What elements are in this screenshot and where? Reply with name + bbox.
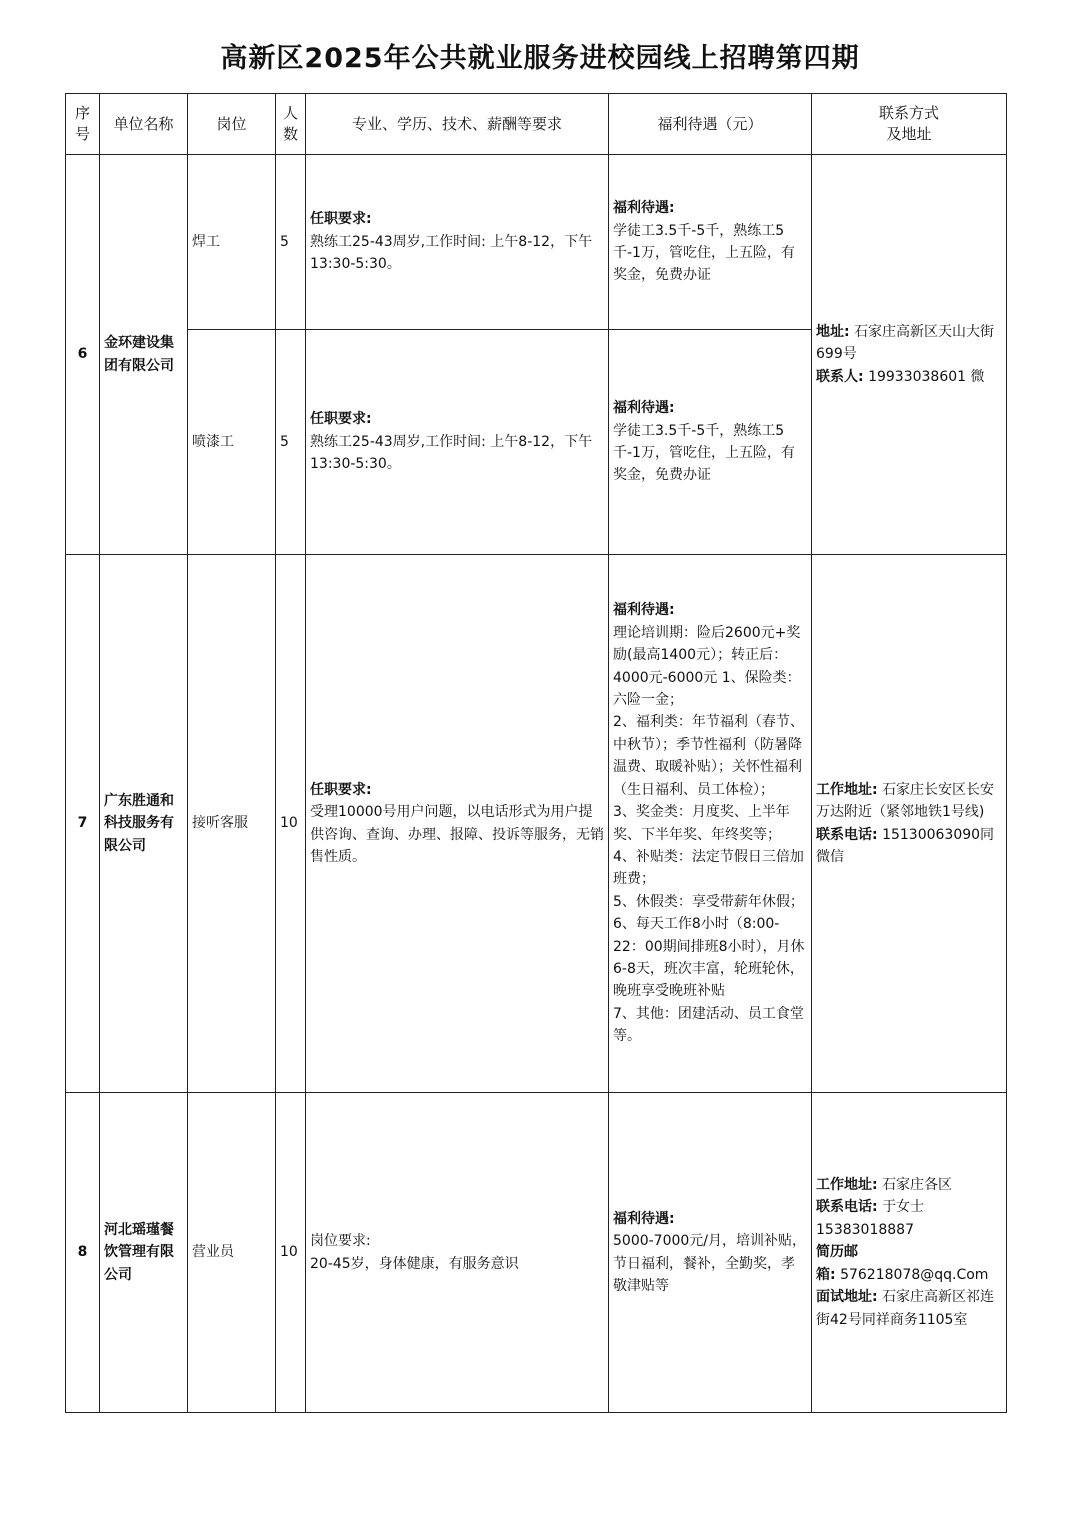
count-cell: 5 [276, 155, 306, 330]
contact-label: 工作地址: [816, 1177, 878, 1194]
contact-text: 石家庄高新区祁连街42号同祥商务1105室 [816, 1289, 995, 1328]
position-cell: 营业员 [188, 1093, 276, 1413]
seq-cell: 6 [66, 155, 100, 555]
company-cell: 河北瑶瑾餐饮管理有限公司 [100, 1093, 188, 1413]
benefits-cell [609, 555, 812, 1093]
contact-label: 面试地址: [816, 1289, 878, 1306]
requirements-cell [306, 330, 609, 555]
benefits-text: 学徒工3.5千-5千，熟练工5千-1万，管吃住，上五险，有奖金，免费办证 [613, 222, 795, 284]
seq-cell: 8 [66, 1093, 100, 1413]
contact-label: 联系电话: [816, 1199, 878, 1216]
contact-label: 工作地址: [816, 781, 878, 798]
table-row [66, 155, 1007, 330]
seq-cell: 7 [66, 555, 100, 1093]
contact-label: 简历邮箱: [816, 1244, 858, 1283]
contact-cell [812, 1093, 1007, 1413]
contact-cell [812, 155, 1007, 555]
requirements-text: 熟练工25-43周岁,工作时间: 上午8-12，下午13:30-5:30。 [310, 433, 593, 473]
benefits-text: 5000-7000元/月，培训补贴，节日福利，餐补，全勤奖，孝敬津贴等 [613, 1233, 807, 1294]
header-seq: 序号 [66, 94, 100, 155]
contact-label: 联系电话: [816, 826, 878, 843]
requirements-text: 熟练工25-43周岁,工作时间: 上午8-12，下午13:30-5:30。 [310, 233, 593, 273]
position-cell: 接听客服 [188, 555, 276, 1093]
requirements-label: 任职要求: [310, 781, 372, 798]
benefits-label: 福利待遇: [613, 200, 675, 217]
requirements-cell [306, 155, 609, 330]
header-row [66, 94, 1007, 155]
benefits-label: 福利待遇: [613, 400, 675, 417]
requirements-cell [306, 1093, 609, 1413]
contact-label: 地址: [816, 323, 850, 340]
company-cell: 金环建设集团有限公司 [100, 155, 188, 555]
benefits-cell [609, 155, 812, 330]
recruitment-table [65, 93, 1007, 1413]
requirements-label: 任职要求: [310, 211, 372, 228]
benefits-text: 理论培训期：险后2600元+奖励(最高1400元）；转正后：4000元-6000元 1、保险类：六险一金； 2、福利类：年节福利（春节、中秋节）；季节性福利（防暑降温费、取暖补贴）；关怀性福利（生日福利、员工体检）； 3、奖金类：月度奖、上半年奖、下半年奖、年终奖等； 4、补贴类：法定节假日三倍加班费； 5、休假类：享受带薪年休假； 6、每天工作8小时（8:00-22：00期间排班8小时），月休6-8天，班次丰富，轮班轮休，晚班享受晚班补贴 7、其他：团建活动、员工食堂等。 [613, 624, 805, 1045]
benefits-label: 福利待遇: [613, 1210, 675, 1227]
contact-label: 联系人: [816, 368, 864, 385]
contact-text: 15130063090同微信 [816, 826, 995, 865]
table-row [66, 555, 1007, 1093]
benefits-text: 学徒工3.5千-5千，熟练工5千-1万，管吃住，上五险，有奖金，免费办证 [613, 422, 795, 484]
table-row [66, 1093, 1007, 1413]
benefits-cell [609, 1093, 812, 1413]
requirements-label: 岗位要求: [310, 1233, 371, 1250]
header-company: 单位名称 [100, 94, 188, 155]
company-cell: 广东胜通和科技服务有限公司 [100, 555, 188, 1093]
header-count: 人数 [276, 94, 306, 155]
header-benefits: 福利待遇（元） [609, 94, 812, 155]
requirements-text: 20-45岁，身体健康，有服务意识 [310, 1255, 519, 1272]
requirements-cell [306, 555, 609, 1093]
count-cell: 10 [276, 555, 306, 1093]
contact-text: 于女士15383018887 [816, 1199, 925, 1238]
requirements-text: 受理10000号用户问题，以电话形式为用户提供咨询、查询、办理、报障、投诉等服务，无销售性质。 [310, 804, 604, 865]
benefits-label: 福利待遇: [613, 602, 675, 619]
header-contact: 联系方式 及地址 [812, 94, 1007, 155]
header-position: 岗位 [188, 94, 276, 155]
count-cell: 10 [276, 1093, 306, 1413]
position-cell: 喷漆工 [188, 330, 276, 555]
page-title: 高新区2025年公共就业服务进校园线上招聘第四期 [220, 43, 860, 74]
header-requirements: 专业、学历、技术、薪酬等要求 [306, 94, 609, 155]
contact-text: 石家庄各区 [882, 1177, 953, 1194]
contact-cell [812, 555, 1007, 1093]
requirements-label: 任职要求: [310, 411, 372, 428]
count-cell: 5 [276, 330, 306, 555]
contact-text: 石家庄长安区长安万达附近（紧邻地铁1号线) [816, 781, 995, 821]
contact-text: 石家庄高新区天山大街699号 [816, 323, 995, 363]
contact-text: 576218078@qq.Com [840, 1266, 989, 1283]
position-cell: 焊工 [188, 155, 276, 330]
benefits-cell [609, 330, 812, 555]
contact-text: 19933038601 微 [868, 368, 985, 385]
